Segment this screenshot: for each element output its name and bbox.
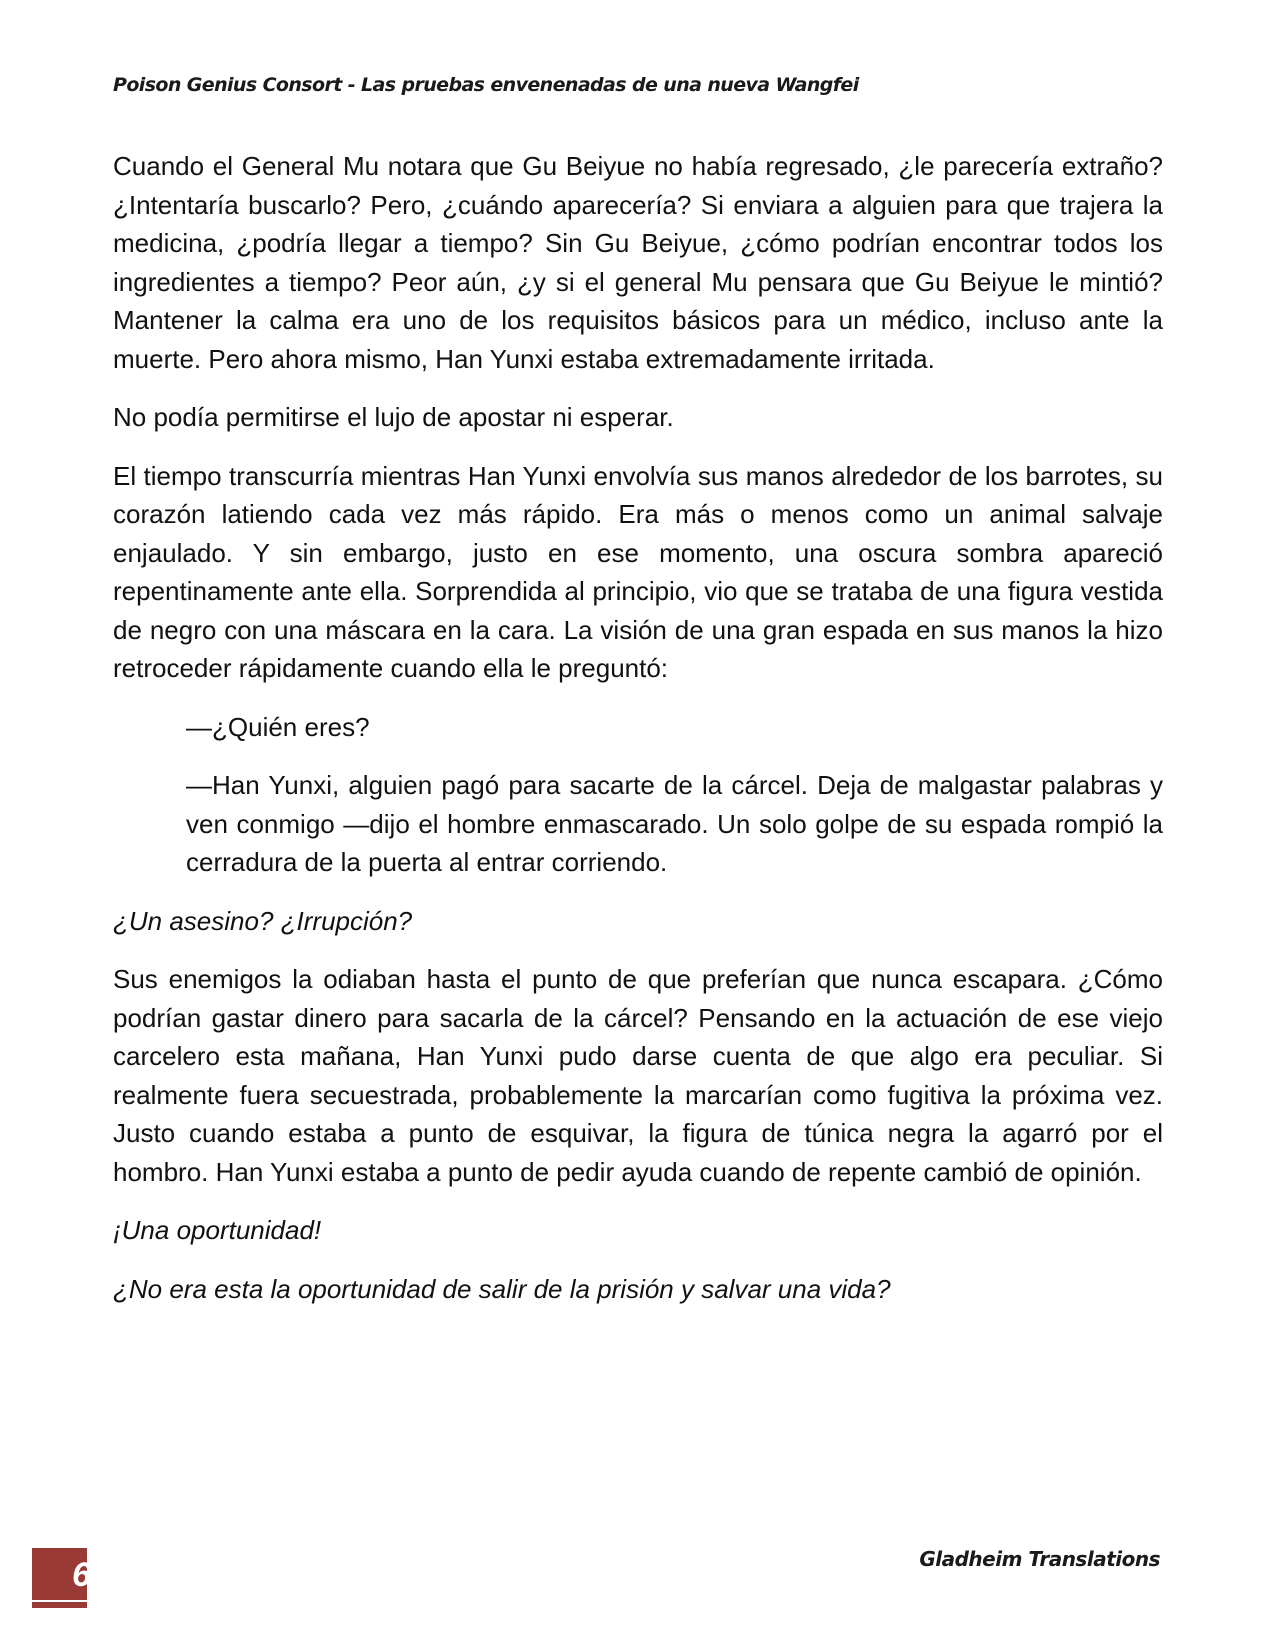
translator-credit: Gladheim Translations: [919, 1547, 1160, 1571]
body-text: [113, 147, 1163, 1328]
paragraph: Sus enemigos la odiaban hasta el punto de que preferían que nunca escapara. ¿Cómo podrían gastar dinero para sacarla de la cárcel? Pensando en la actuación de ese viejo carcelero esta mañana, Han Yunxi pudo darse cuenta de que algo era peculiar. Si realmente fuera secuestrada, probablemente la marcarían como fugitiva la próxima vez. Justo cuando estaba a punto de esquivar, la figura de túnica negra la agarró por el hombro. Han Yunxi estaba a punto de pedir ayuda cuando de repente cambió de opinión.: [113, 964, 1163, 1187]
paragraph: No podía permitirse el lujo de apostar ni esperar.: [113, 402, 674, 432]
inner-thought: ¡Una oportunidad!: [113, 1215, 322, 1245]
inner-thought: ¿No era esta la oportunidad de salir de la prisión y salvar una vida?: [113, 1273, 891, 1304]
paragraph: Cuando el General Mu notara que Gu Beiyue no había regresado, ¿le parecería extraño? ¿Intentaría buscarlo? Pero, ¿cuándo aparecería? Si enviara a alguien para que trajera la medicina, ¿podría llegar a tiempo? Sin Gu Beiyue, ¿cómo podrían encontrar todos los ingredientes a tiempo? Peor aún, ¿y si el general Mu pensara que Gu Beiyue le mintió? Mantener la calma era uno de los requisitos básicos para un médico, incluso ante la muerte. Pero ahora mismo, Han Yunxi estaba extremadamente irritada.: [113, 151, 1163, 374]
paragraph: El tiempo transcurría mientras Han Yunxi envolvía sus manos alrededor de los barrotes, su corazón latiendo cada vez más rápido. Era más o menos como un animal salvaje enjaulado. Y sin embargo, justo en ese momento, una oscura sombra apareció repentinamente ante ella. Sorprendida al principio, vio que se trataba de una figura vestida de negro con una máscara en la cara. La visión de una gran espada en sus manos la hizo retroceder rápidamente cuando ella le preguntó:: [113, 460, 1163, 683]
page-number-box: [32, 1548, 91, 1608]
page-number-underline: [32, 1600, 87, 1602]
page-number: 6: [72, 1556, 91, 1594]
running-header: Poison Genius Consort - Las pruebas envenenadas de una nueva Wangfei: [113, 74, 859, 96]
dialogue-line: —¿Quién eres?: [186, 711, 370, 742]
dialogue-line: —Han Yunxi, alguien pagó para sacarte de la cárcel. Deja de malgastar palabras y ven conmigo —dijo el hombre enmascarado. Un solo golpe de su espada rompió la cerradura de la puerta al entrar corriendo.: [186, 770, 1163, 877]
inner-thought: ¿Un asesino? ¿Irrupción?: [113, 905, 413, 936]
